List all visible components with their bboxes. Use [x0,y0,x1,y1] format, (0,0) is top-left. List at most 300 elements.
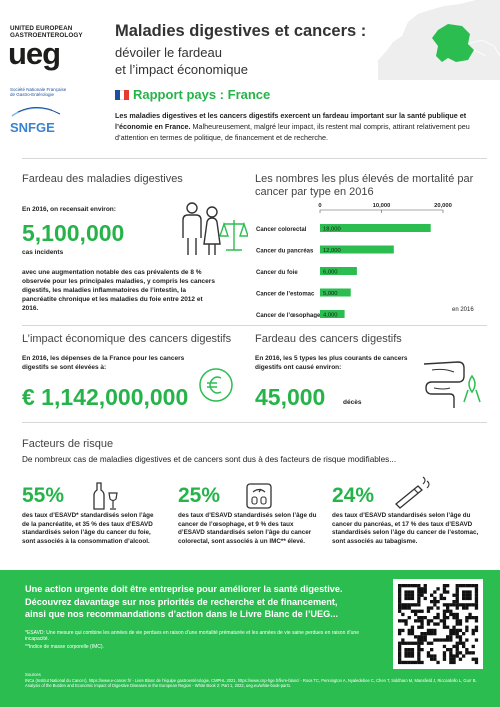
qr-module [475,638,478,641]
qr-module [408,584,411,587]
qr-module [398,642,401,645]
qr-module [427,654,430,657]
qr-module [420,626,423,629]
qr-module [468,590,471,593]
qr-module [456,645,459,648]
qr-module [443,613,446,616]
qr-module [452,654,455,657]
qr-module [456,642,459,645]
qr-module [449,651,452,654]
qr-module [449,648,452,651]
qr-module [427,610,430,613]
qr-module [472,584,475,587]
mortality-heading: Les nombres les plus élevés de mortalité par cancer par type en 2016 [255,173,474,198]
qr-module [468,603,471,606]
qr-module [424,635,427,638]
qr-module [472,658,475,661]
chart-tick-label: 0 [318,203,322,209]
qr-module [440,619,443,622]
qr-module [456,613,459,616]
qr-module [446,648,449,651]
qr-module [462,597,465,600]
qr-module [404,654,407,657]
qr-module [430,642,433,645]
qr-module [401,638,404,641]
divider [22,422,487,423]
qr-module [401,613,404,616]
qr-module [420,616,423,619]
qr-module [433,600,436,603]
qr-module [443,619,446,622]
qr-module [456,603,459,606]
chart-value-label: 5,000 [323,290,338,297]
qr-module [456,600,459,603]
qr-module [417,590,420,593]
footer-sources-label: Sources [25,672,41,677]
qr-module [433,629,436,632]
qr-module [465,584,468,587]
qr-module [475,590,478,593]
qr-module [443,658,446,661]
qr-module [424,584,427,587]
burden-number: 5,100,000 [22,220,125,246]
qr-module [411,626,414,629]
qr-module [408,629,411,632]
qr-module [417,584,420,587]
country-label: Rapport pays : France [133,87,271,102]
qr-module [424,638,427,641]
qr-module [417,616,420,619]
qr-module [475,629,478,632]
qr-module [468,597,471,600]
qr-module [436,638,439,641]
qr-module [436,613,439,616]
intro-text: Les maladies digestives et les cancers digestifs exercent un fardeau important sur la santé publique et l’économie en France. Malheureusement, malgré leur impact, ils restent mal compris, attirant relativement peu d’attention en termes de politique, de financement et de recherche. [115,111,470,142]
qr-module [411,610,414,613]
qr-module [401,584,404,587]
qr-module [417,648,420,651]
qr-module [436,606,439,609]
qr-module [398,619,401,622]
qr-module [417,661,420,664]
economic-lead: En 2016, les dépenses de la France pour les cancers digestifs se sont élevées à: [22,355,185,371]
mortality-year-note: en 2016 [452,307,474,313]
qr-module [433,622,436,625]
qr-module [452,613,455,616]
qr-module [443,584,446,587]
footer-note-imc: **Indice de masse corporelle (IMC). [25,644,104,650]
qr-module [417,645,420,648]
qr-module [417,600,420,603]
qr-module [398,606,401,609]
chart-value-label: 6,000 [323,269,338,276]
people-scales-icon [180,200,248,258]
wine-bottle-glass-icon [90,481,120,511]
qr-module [475,606,478,609]
qr-module [408,654,411,657]
qr-module [408,632,411,635]
qr-module [456,622,459,625]
risk-text-bmi: des taux d’ESAVD standardisés selon l’âge du cancer de l’œsophage, et 9 % des taux d’ESAVD standardisés selon l’âge du cancer colorectal, sont associés à un IMC** élevé. [178,512,317,545]
qr-module [456,648,459,651]
qr-module [401,642,404,645]
qr-module [411,584,414,587]
qr-module [411,590,414,593]
qr-module [446,626,449,629]
europe-map-icon [378,0,500,80]
qr-module [424,616,427,619]
qr-module [456,651,459,654]
footer-note-esavd: *ESAVD: Une mesure qui combine les années de vie perdues en raison d’une mortalité prématurée et les années de vie saine perdues en raison d’une incapacité. [25,630,359,643]
qr-module [404,606,407,609]
qr-module [440,597,443,600]
qr-module [408,616,411,619]
economic-heading: L’impact économique des cancers digestifs [22,333,232,345]
qr-module [404,584,407,587]
qr-module [408,597,411,600]
qr-module [404,619,407,622]
qr-module [465,594,468,597]
qr-module [401,661,404,664]
qr-module [398,661,401,664]
qr-module [456,654,459,657]
chart-tick-label: 10,000 [372,203,391,209]
qr-module [459,629,462,632]
qr-module [456,629,459,632]
qr-module [427,619,430,622]
qr-module [398,600,401,603]
intestine-ribbon-icon [420,354,482,412]
qr-module [414,635,417,638]
divider [22,158,487,159]
qr-module [468,613,471,616]
qr-module [404,642,407,645]
qr-module [408,661,411,664]
chart-category-label: Cancer de l’estomac [256,291,315,298]
qr-module [465,648,468,651]
burden-unit: cas incidents [22,249,64,256]
qr-module [446,584,449,587]
chart-category-label: Cancer du foie [256,270,298,276]
qr-module [424,632,427,635]
qr-module [414,661,417,664]
qr-module [446,635,449,638]
qr-module [456,597,459,600]
euro-coin-icon [198,367,234,403]
qr-module [408,642,411,645]
qr-module [411,597,414,600]
chart-value-label: 4,000 [323,312,338,318]
qr-module [456,587,459,590]
qr-module [420,648,423,651]
qr-module [417,587,420,590]
qr-module [420,642,423,645]
qr-module [475,600,478,603]
qr-module [475,616,478,619]
qr-module [430,619,433,622]
qr-module [417,626,420,629]
qr-module [462,590,465,593]
qr-module [456,606,459,609]
qr-module [449,632,452,635]
qr-module [446,606,449,609]
qr-module [465,597,468,600]
qr-module [398,587,401,590]
cancer-burden-lead: En 2016, les 5 types les plus courants de cancers digestifs ont causé environ: [255,355,408,371]
risk-pct-smoking: 24% [332,484,375,507]
qr-module [465,629,468,632]
qr-module [433,654,436,657]
qr-module [459,638,462,641]
qr-module [427,642,430,645]
qr-module [475,587,478,590]
chart-category-label: Cancer colorectal [256,227,307,233]
qr-module [398,632,401,635]
qr-module [424,597,427,600]
qr-module [420,590,423,593]
qr-module [417,594,420,597]
qr-module [462,603,465,606]
qr-module [401,619,404,622]
qr-module [440,638,443,641]
qr-module [443,626,446,629]
qr-module [468,584,471,587]
qr-module [417,642,420,645]
qr-module [462,584,465,587]
snfge-logo [8,102,68,138]
qr-module [449,603,452,606]
qr-module [456,594,459,597]
bathroom-scale-icon [244,481,274,511]
qr-module [424,587,427,590]
qr-module [404,661,407,664]
chart-category-label: Cancer de l’œsophage [256,313,321,318]
qr-module [459,603,462,606]
qr-module [452,603,455,606]
qr-module [475,603,478,606]
qr-module [462,632,465,635]
qr-module [465,626,468,629]
qr-module [417,638,420,641]
qr-module [456,635,459,638]
qr-module [398,629,401,632]
qr-module [462,645,465,648]
page-subtitle: dévoiler le fardeau et l’impact économique [115,45,248,77]
qr-module [449,613,452,616]
qr-module [433,603,436,606]
qr-module [446,638,449,641]
qr-module [443,654,446,657]
qr-module [436,616,439,619]
qr-module [430,658,433,661]
qr-module [417,619,420,622]
qr-module [430,606,433,609]
qr-module [430,594,433,597]
qr-module [449,635,452,638]
qr-module [401,606,404,609]
qr-code[interactable] [393,579,483,669]
qr-module [398,584,401,587]
qr-module [456,619,459,622]
risk-pct-bmi: 25% [178,484,221,507]
qr-module [408,590,411,593]
qr-module [427,622,430,625]
qr-module [433,658,436,661]
qr-module [452,661,455,664]
qr-module [459,651,462,654]
ueg-org-name: UNITED EUROPEAN GASTROENTEROLOGY [10,25,83,39]
qr-module [475,626,478,629]
qr-module [462,594,465,597]
qr-module [430,632,433,635]
burden-heading: Fardeau des maladies digestives [22,173,183,185]
france-flag-icon [115,90,129,100]
qr-module [424,590,427,593]
qr-module [401,603,404,606]
qr-module [398,603,401,606]
qr-module [398,645,401,648]
qr-module [411,603,414,606]
qr-module [465,590,468,593]
qr-module [465,616,468,619]
qr-module [414,619,417,622]
qr-module [430,629,433,632]
qr-module [408,606,411,609]
burden-body: avec une augmentation notable des cas prévalents de 8 % observée pour les principales maladies, y compris les cancers digestifs, les maladies inflammatoires de l’intestin, la pancréatite chronique et les maladies du foie entre 2012 et 2016. [22,269,215,312]
qr-module [436,661,439,664]
qr-module [459,622,462,625]
qr-module [433,616,436,619]
qr-module [430,654,433,657]
qr-module [398,651,401,654]
footer-call-to-action: Une action urgente doit être entreprise pour améliorer la santé digestive. Découvrez davantage sur nos priorités de recherche et de financement, ainsi que nos recommandations d’action dans le Livre Blanc de l’UEG... [25,584,343,619]
qr-module [408,651,411,654]
qr-module [462,654,465,657]
qr-module [459,635,462,638]
ueg-logo: ueg [8,36,61,71]
qr-module [452,594,455,597]
qr-module [398,590,401,593]
risk-pct-alcohol: 55% [22,484,65,507]
qr-module [411,594,414,597]
cigarette-icon [393,476,431,510]
qr-module [404,603,407,606]
qr-module [475,584,478,587]
qr-module [417,654,420,657]
qr-module [472,616,475,619]
qr-module [475,619,478,622]
qr-module [465,651,468,654]
qr-module [449,638,452,641]
qr-module [446,590,449,593]
qr-module [452,616,455,619]
qr-module [465,606,468,609]
mortality-bar-chart [255,198,495,318]
qr-module [443,638,446,641]
qr-module [443,597,446,600]
qr-module [414,642,417,645]
qr-module [417,635,420,638]
qr-module [411,629,414,632]
qr-module [420,638,423,641]
qr-module [452,600,455,603]
snfge-org-name: Société Nationale Française de Gastro-Entérologie [10,87,67,98]
qr-module [417,603,420,606]
qr-module [459,619,462,622]
qr-module [433,597,436,600]
qr-module [414,610,417,613]
qr-module [475,597,478,600]
qr-module [465,619,468,622]
qr-module [452,626,455,629]
qr-module [459,658,462,661]
qr-module [465,603,468,606]
qr-module [420,632,423,635]
divider [22,325,487,326]
qr-module [475,661,478,664]
qr-module [468,594,471,597]
qr-module [449,658,452,661]
qr-module [417,610,420,613]
qr-module [401,629,404,632]
qr-module [462,606,465,609]
qr-module [446,610,449,613]
page-title: Maladies digestives et cancers : [115,22,367,40]
qr-module [420,610,423,613]
qr-module [443,590,446,593]
qr-module [417,597,420,600]
qr-module [414,613,417,616]
qr-module [408,594,411,597]
qr-module [475,594,478,597]
qr-module [430,648,433,651]
qr-module [430,600,433,603]
qr-module [404,597,407,600]
qr-module [468,651,471,654]
risk-heading: Facteurs de risque [22,438,114,450]
qr-module [414,584,417,587]
qr-module [472,651,475,654]
qr-module [443,587,446,590]
qr-module [420,622,423,625]
cancer-burden-heading: Fardeau des cancers digestifs [255,333,402,345]
qr-module [436,587,439,590]
qr-module [417,651,420,654]
qr-module [443,616,446,619]
risk-text-alcohol: des taux d’ESAVD* standardisés selon l’âge de la pancréatite, et 35 % des taux d’ESAVD standardisés selon l’âge du cancer du foie, sont associés à la consommation d’alcool. [22,512,154,545]
qr-module [443,603,446,606]
qr-module [427,629,430,632]
qr-module [452,629,455,632]
qr-module [475,658,478,661]
qr-module [452,658,455,661]
qr-module [411,642,414,645]
qr-module [398,648,401,651]
qr-module [468,616,471,619]
qr-module [443,622,446,625]
qr-module [411,651,414,654]
qr-module [411,654,414,657]
qr-module [459,642,462,645]
qr-module [443,645,446,648]
qr-module [404,594,407,597]
qr-module [398,597,401,600]
qr-module [456,584,459,587]
qr-module [465,638,468,641]
qr-module [398,594,401,597]
qr-module [398,654,401,657]
qr-module [459,584,462,587]
